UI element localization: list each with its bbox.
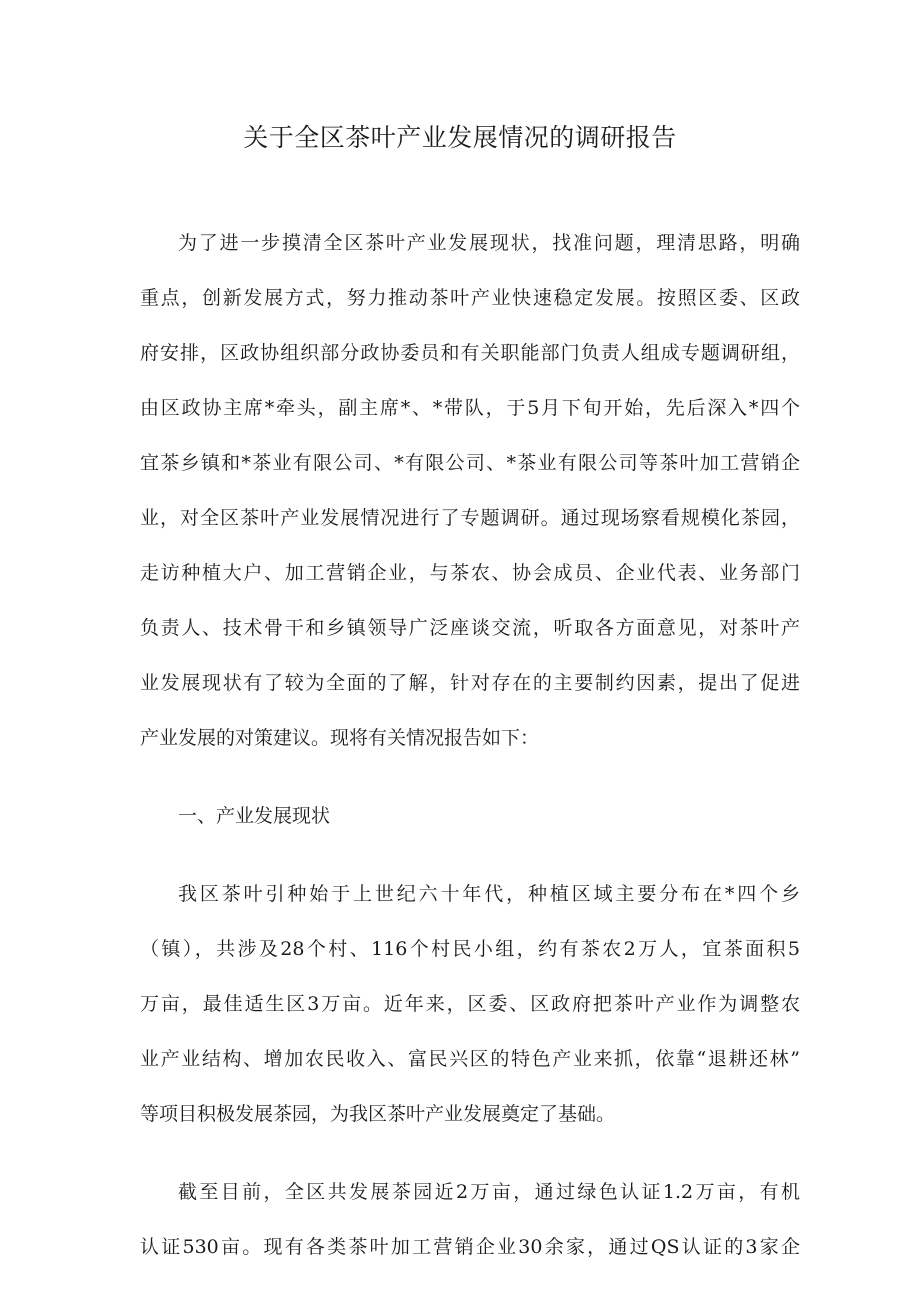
paragraph-1-line-7: 走访种植大户、加工营销企业，与茶农、协会成员、企业代表、业务部门 [140, 562, 800, 584]
paragraph-1-line-9: 业发展现状有了较为全面的了解，针对存在的主要制约因素，提出了促进 [140, 672, 800, 694]
paragraph-1-line-5: 宜茶乡镇和*茶业有限公司、*有限公司、*茶业有限公司等茶叶加工营销企 [140, 452, 800, 474]
paragraph-2-line-1: 我区茶叶引种始于上世纪六十年代，种植区域主要分布在*四个乡 [178, 883, 800, 905]
paragraph-3-line-2: 认证530亩。现有各类茶叶加工营销企业30余家，通过QS认证的3家企 [140, 1236, 800, 1258]
paragraph-2-line-4: 业产业结构、增加农民收入、富民兴区的特色产业来抓，依靠“退耕还林” [140, 1048, 800, 1070]
paragraph-1-line-10: 产业发展的对策建议。现将有关情况报告如下： [140, 727, 540, 749]
paragraph-2-line-2: （镇），共涉及28个村、116个村民小组，约有茶农2万人，宜茶面积5 [140, 938, 800, 960]
paragraph-1-line-3: 府安排，区政协组织部分政协委员和有关职能部门负责人组成专题调研组， [140, 342, 800, 364]
paragraph-1-line-6: 业，对全区茶叶产业发展情况进行了专题调研。通过现场察看规模化茶园， [140, 507, 800, 529]
paragraph-2-line-5: 等项目积极发展茶园，为我区茶叶产业发展奠定了基础。 [140, 1103, 616, 1125]
paragraph-1-line-2: 重点，创新发展方式，努力推动茶叶产业快速稳定发展。按照区委、区政 [140, 287, 800, 309]
paragraph-1-line-8: 负责人、技术骨干和乡镇领导广泛座谈交流，听取各方面意见，对茶叶产 [140, 617, 800, 639]
paragraph-3-line-1: 截至目前，全区共发展茶园近2万亩，通过绿色认证1.2万亩，有机 [178, 1181, 800, 1203]
paragraph-1-line-1: 为了进一步摸清全区茶叶产业发展现状，找准问题，理清思路，明确 [178, 232, 800, 254]
section-heading: 一、产业发展现状 [178, 805, 331, 827]
paragraph-2-line-3: 万亩，最佳适生区3万亩。近年来，区委、区政府把茶叶产业作为调整农 [140, 993, 800, 1015]
document-title: 关于全区茶叶产业发展情况的调研报告 [243, 123, 677, 152]
paragraph-1-line-4: 由区政协主席*牵头，副主席*、*带队，于5月下旬开始，先后深入*四个 [140, 397, 800, 419]
